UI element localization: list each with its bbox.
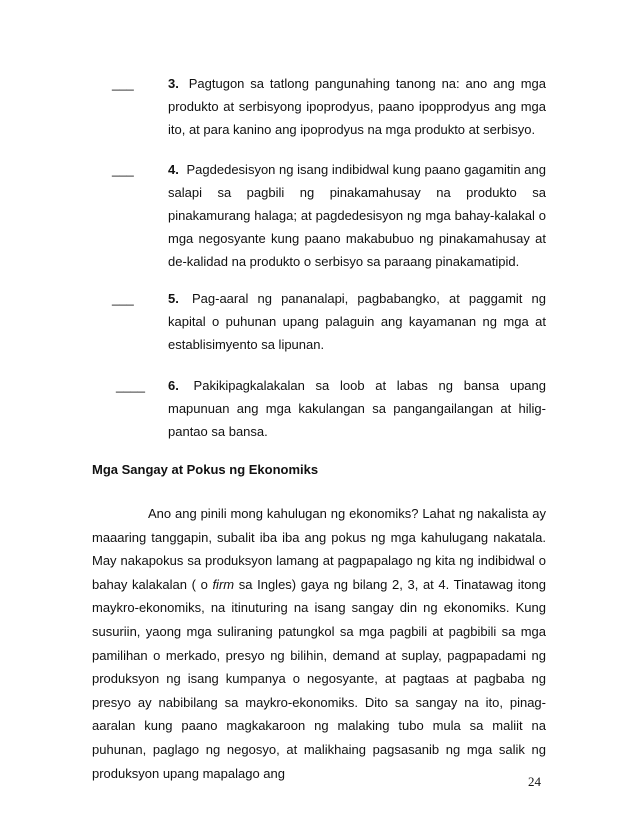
item-text [168,158,546,273]
paragraph-italic-term: firm [212,576,235,592]
item-number: 5. [168,291,179,306]
item-text [168,287,546,356]
item-description: Pagdedesisyon ng isang indibidwal kung paano gagamitin ang salapi sa pagbili ng pinakamahusay na produkto sa pinakamurang halaga; at pagdedesisyon ng mga bahay-kalakal o mga negosyante kung paano makabubuo ng pinakamahusay at de-kalidad na produkto o serbisyo sa paraang pinakamatipid. [168,162,546,269]
answer-blank: ___ [112,291,134,306]
paragraph-text-end: sa Ingles) gaya ng bilang 2, 3, at 4. Tinatawag itong maykro-ekonomiks, na itinuturing na isang sangay din ng ekonomiks. Kung susuriin, yaong mga suliraning patungkol sa mga pagbili at pagbibili sa mga pamilihan o merkado, presyo ng bilihin, demand at suplay, pagpapadami ng produksyon ng isang kumpanya o negosyante, at pagtaas at pagbaba ng presyo ay nabibilang sa maykro-ekonomiks. Dito sa sangay na ito, pinag-aaralan kung paano magkakaroon ng malaking tubo mula sa maliit na puhunan, paglago ng negosyo, at malikhaing pagsasanib ng mga salik ng produksyon upang mapalago ang [92,576,546,781]
item-number: 3. [168,76,179,91]
paragraph-text-start: Ano ang pinili mong kahulugan ng ekonomiks? Lahat ng nakalista ay maaaring tanggapin, subalit iba iba ang pokus ng mga kahulugang nakatala. May nakapokus sa produksyon lamang at pagpapalago ng kita ng indibidwal o bahay kalakalan ( o [92,506,546,592]
item-text [168,72,546,141]
section-heading: Mga Sangay at Pokus ng Ekonomiks [92,462,319,477]
item-text [168,374,546,443]
page-number: 24 [528,774,541,789]
answer-blank: ____ [116,378,145,393]
item-description: Pagtugon sa tatlong pangunahing tanong na: ano ang mga produkto at serbisyong ipoprodyus, paano ipopprodyus ang mga ito, at para kanino ang ipoprodyus na mga produkto at serbisyo. [168,76,546,137]
answer-blank: ___ [112,76,134,91]
item-number: 6. [168,378,179,393]
item-description: Pag-aaral ng pananalapi, pagbabangko, at paggamit ng kapital o puhunan upang palaguin ang kayamanan ng mga at establisimyento sa lipunan. [168,291,546,352]
item-description: Pakikipagkalakalan sa loob at labas ng bansa upang mapunuan ang mga kakulangan sa pangangailangan at hilig-pantao sa bansa. [168,378,546,439]
body-paragraph [92,502,546,785]
answer-blank: ___ [112,162,134,177]
item-number: 4. [168,162,179,177]
